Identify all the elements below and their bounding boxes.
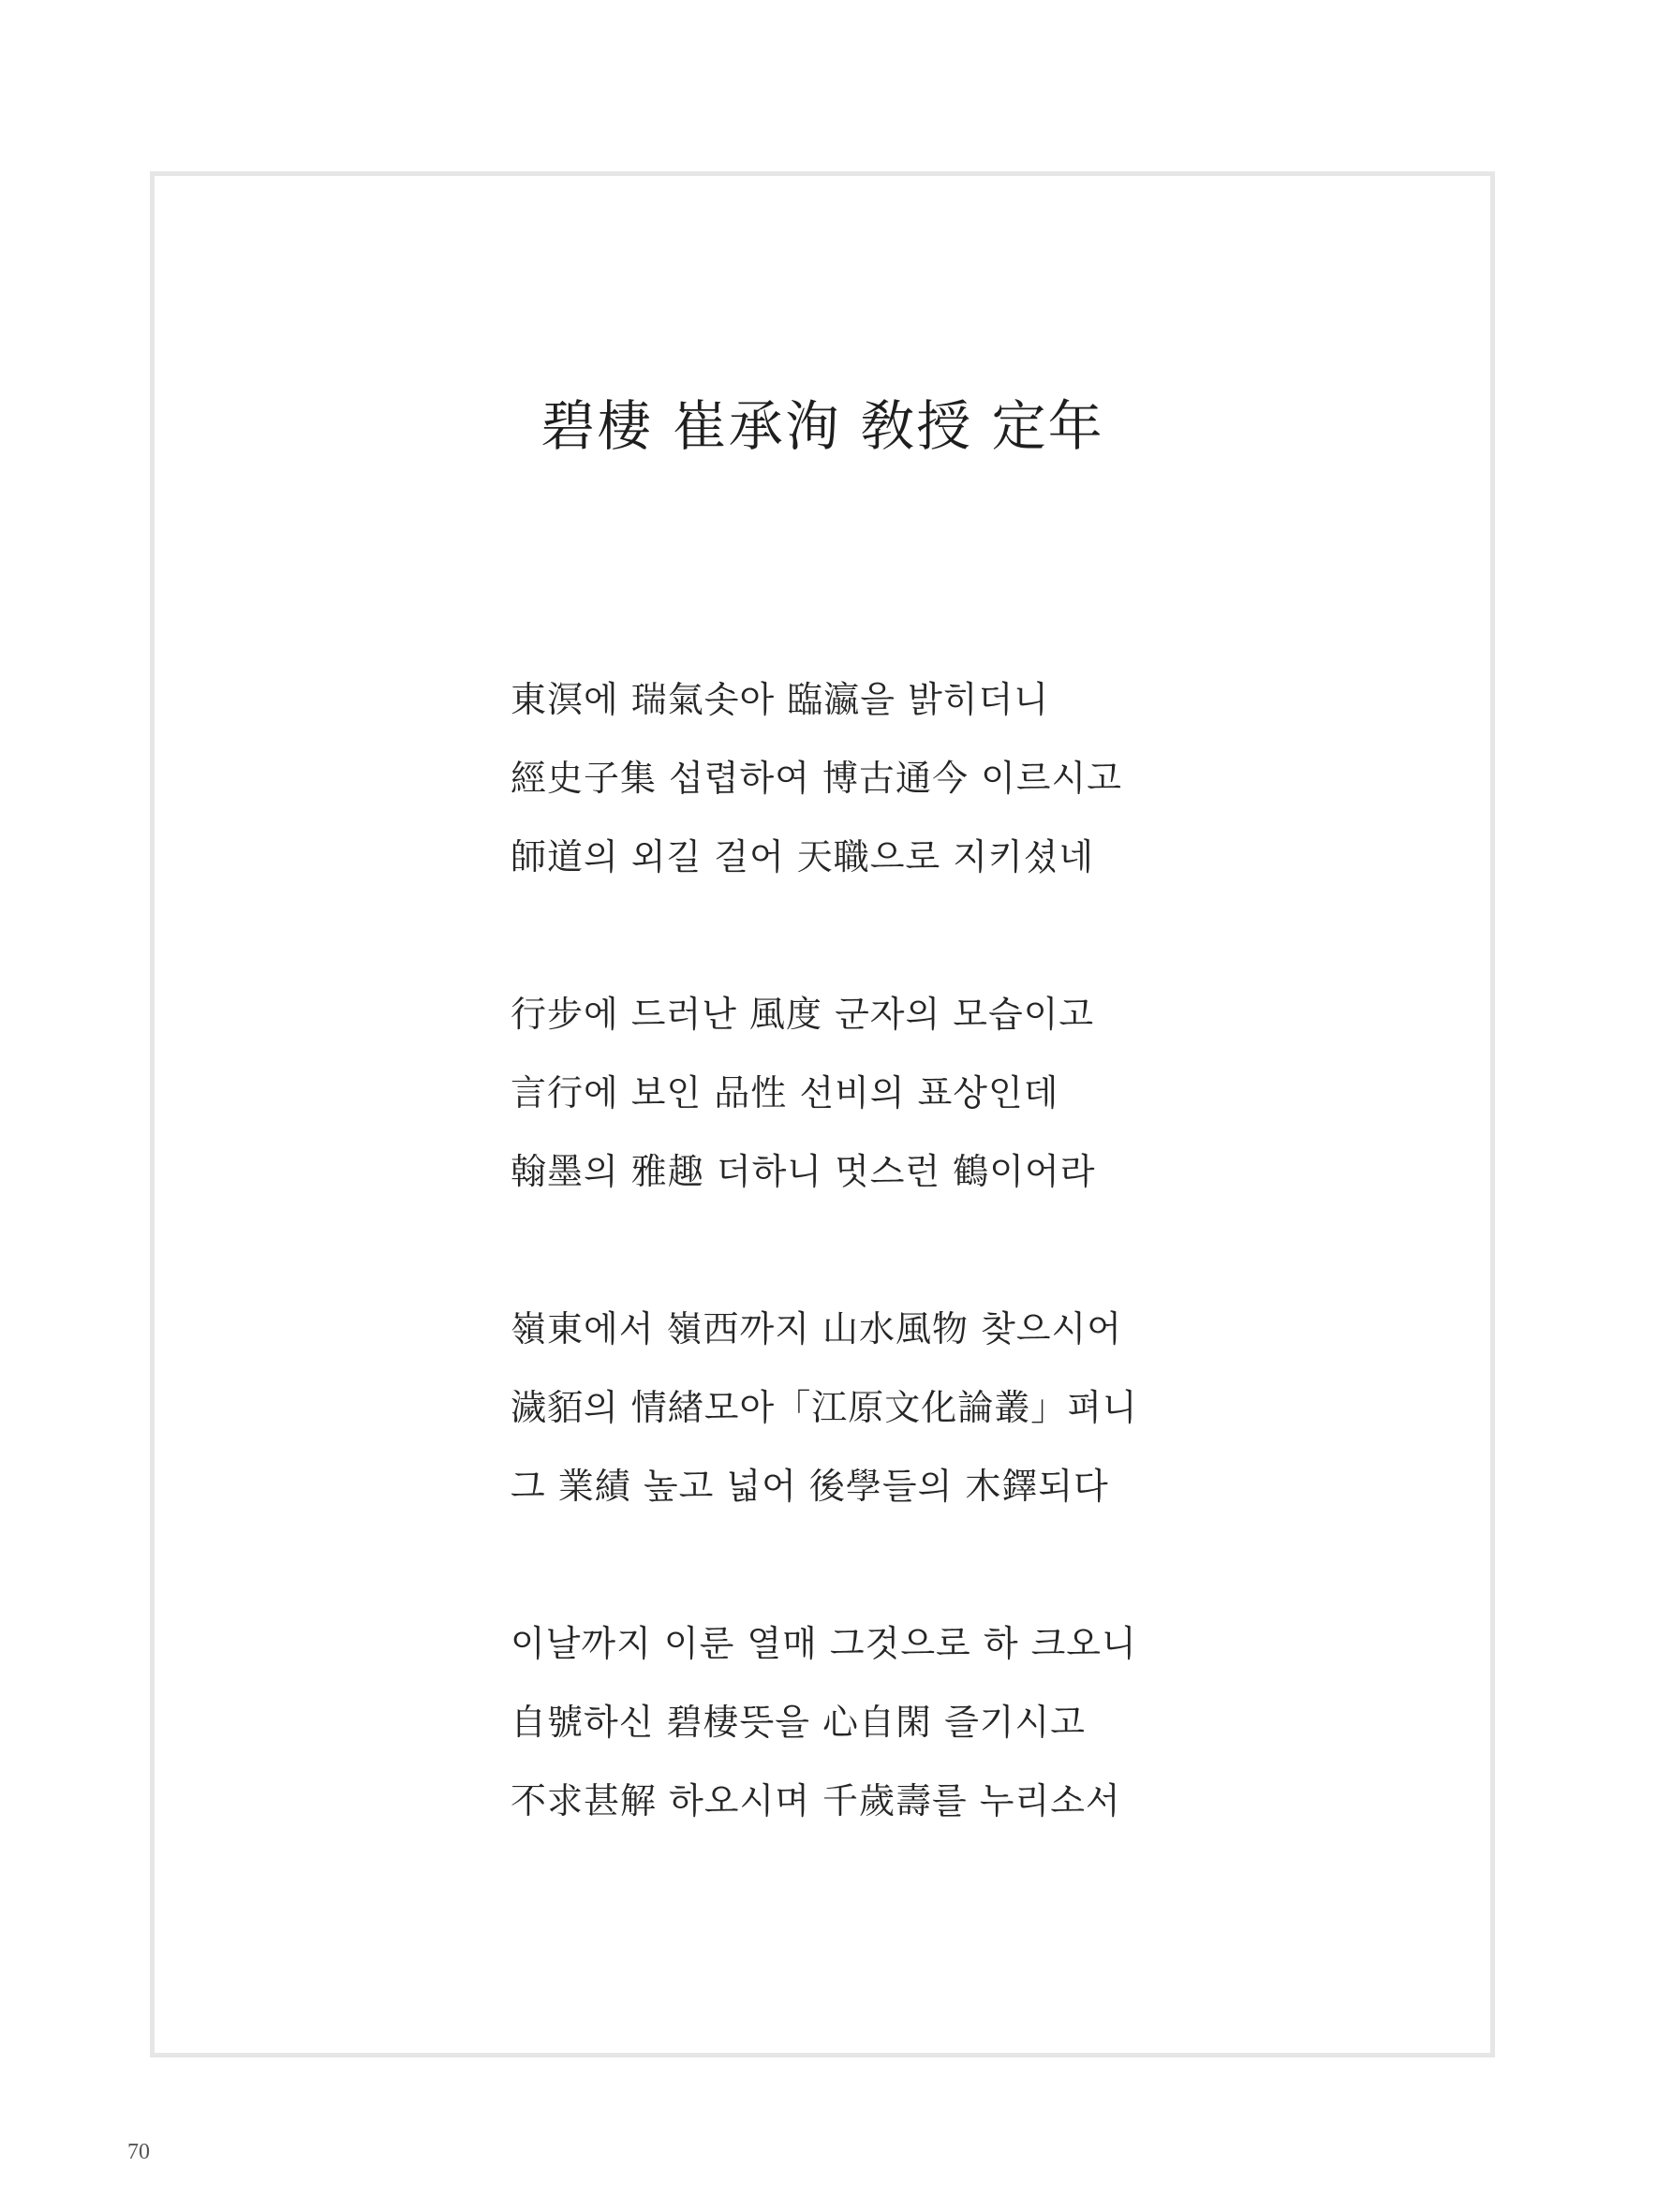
poem-line: 이날까지 이룬 열매 그것으로 하 크오니	[511, 1623, 1137, 1664]
poem-line: 自號하신 碧棲뜻을 心自閑 즐기시고	[511, 1702, 1086, 1743]
page-title: 碧棲 崔承洵 敎授 定年	[540, 394, 1104, 458]
stanza-1	[511, 660, 1410, 896]
poem-line: 經史子集 섭렵하여 博古通今 이르시고	[511, 758, 1122, 799]
stanza-4	[511, 1604, 1410, 1840]
poem-line: 行步에 드러난 風度 군자의 모습이고	[511, 994, 1095, 1035]
stanza-2	[511, 975, 1410, 1211]
stanza-3	[511, 1290, 1410, 1526]
poem-line: 師道의 외길 걸어 天職으로 지키셨네	[511, 836, 1095, 877]
poem-line: 濊貊의 情緖모아「江原文化論叢」펴니	[511, 1387, 1138, 1428]
poem-line: 嶺東에서 嶺西까지 山水風物 찾으시어	[511, 1308, 1122, 1349]
poem-line: 東溟에 瑞氣솟아 臨瀛을 밝히더니	[511, 679, 1049, 720]
poem-line: 그 業績 높고 넓어 後學들의 木鐸되다	[511, 1466, 1109, 1507]
poem-line: 不求甚解 하오시며 千歲壽를 누리소서	[511, 1780, 1121, 1821]
poem-line: 翰墨의 雅趣 더하니 멋스런 鶴이어라	[511, 1151, 1096, 1192]
poem	[511, 660, 1410, 1840]
page-number: 70	[127, 2140, 150, 2164]
poem-line: 言行에 보인 品性 선비의 표상인데	[511, 1072, 1059, 1113]
